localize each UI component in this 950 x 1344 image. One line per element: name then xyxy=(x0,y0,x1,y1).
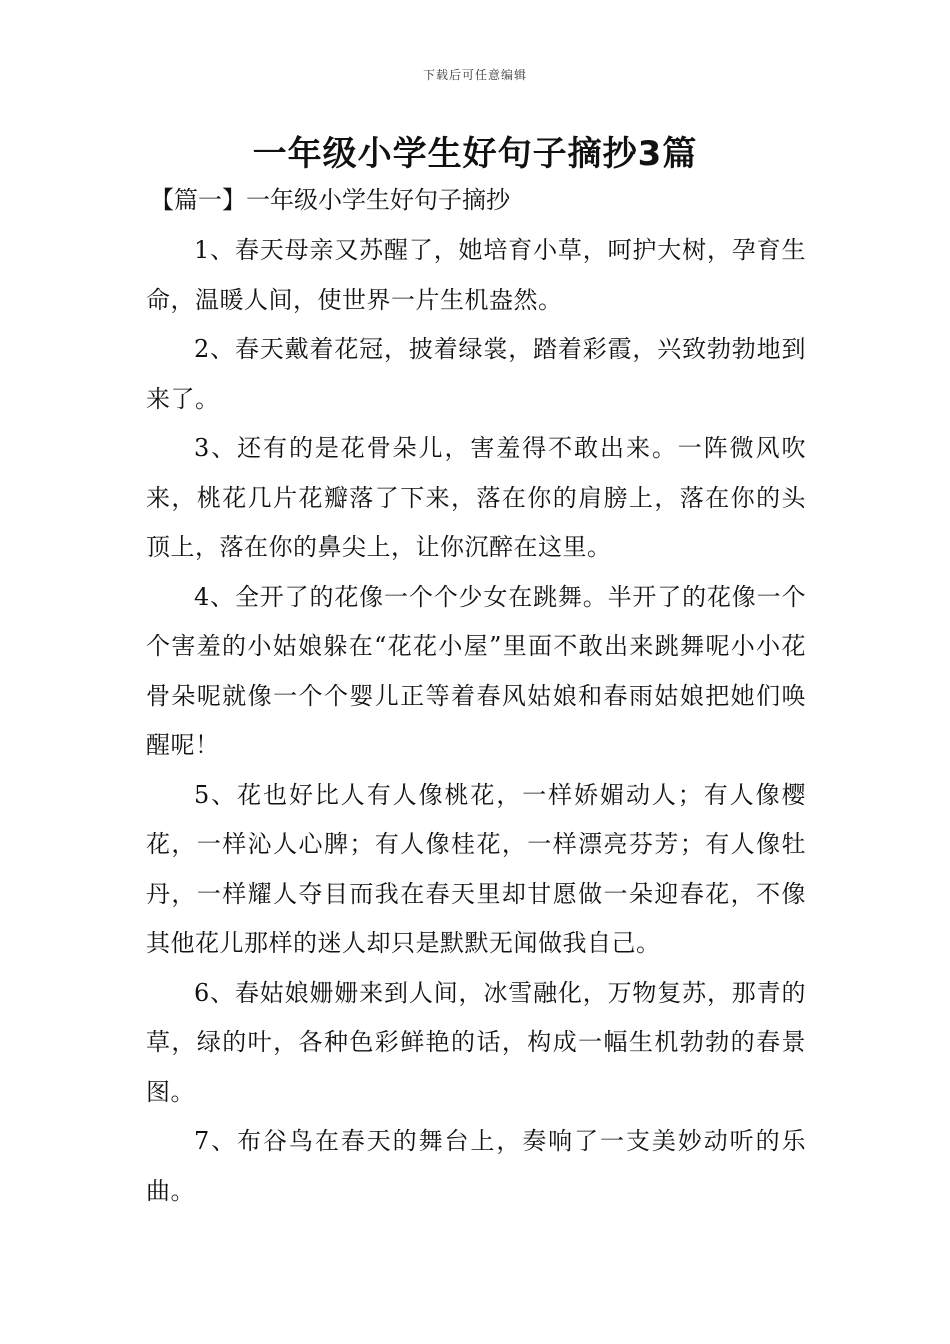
document-title: 一年级小学生好句子摘抄3篇 xyxy=(252,134,698,174)
body-text xyxy=(146,226,806,1216)
paragraph-1: 1、春天母亲又苏醒了，她培育小草，呵护大树，孕育生命，温暖人间，使世界一片生机盎然。 xyxy=(146,236,806,314)
header-note: 下载后可任意编辑 xyxy=(422,68,527,82)
paragraph-3: 3、还有的是花骨朵儿，害羞得不敢出来。一阵微风吹来，桃花几片花瓣落了下来，落在你的肩膀上，落在你的头顶上，落在你的鼻尖上，让你沉醉在这里。 xyxy=(146,434,806,561)
paragraph-2: 2、春天戴着花冠，披着绿裳，踏着彩霞，兴致勃勃地到来了。 xyxy=(146,335,806,413)
paragraph-5: 5、花也好比人有人像桃花，一样娇媚动人；有人像樱花，一样沁人心脾；有人像桂花，一样漂亮芬芳；有人像牡丹，一样耀人夺目而我在春天里却甘愿做一朵迎春花，不像其他花儿那样的迷人却只是默默无闻做我自己。 xyxy=(146,780,806,957)
paragraph-6: 6、春姑娘姗姗来到人间，冰雪融化，万物复苏，那青的草，绿的叶，各种色彩鲜艳的话，构成一幅生机勃勃的春景图。 xyxy=(146,978,806,1106)
paragraph-4: 4、全开了的花像一个个少女在跳舞。半开了的花像一个个害羞的小姑娘躲在“花花小屋”里面不敢出来跳舞呢小小花骨朵呢就像一个个婴儿正等着春风姑娘和春雨姑娘把她们唤醒呢！ xyxy=(146,582,806,759)
paragraph-7: 7、布谷鸟在春天的舞台上，奏响了一支美妙动听的乐曲。 xyxy=(146,1127,806,1205)
section-heading: 【篇一】一年级小学生好句子摘抄 xyxy=(150,186,510,214)
